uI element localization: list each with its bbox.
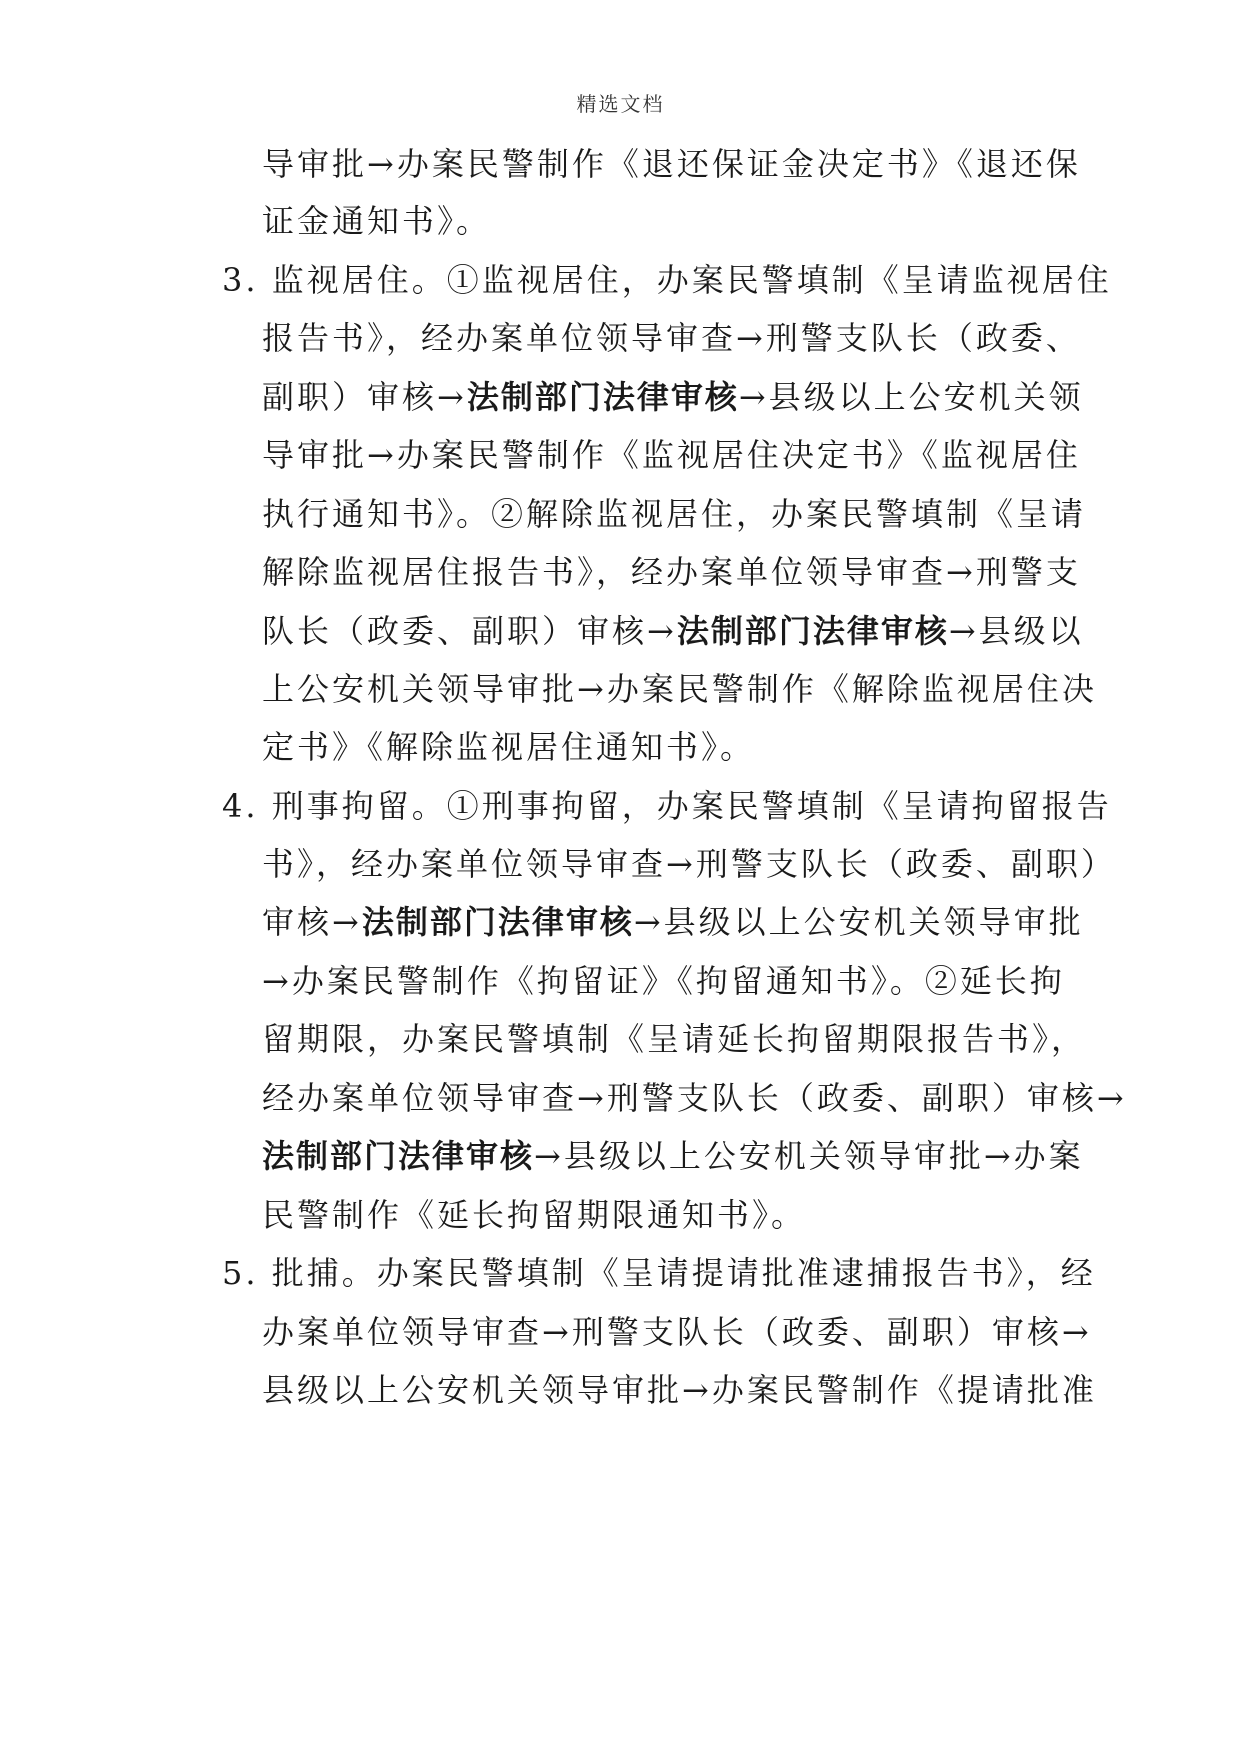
text-segment: 执行通知书》。②解除监视居住，办案民警填制《呈请 xyxy=(262,495,1087,533)
text-line xyxy=(262,552,1081,592)
text-segment: →县级以 xyxy=(948,612,1084,650)
text-segment: 3. 监视居住。①监视居住，办案民警填制《呈请监视居住 xyxy=(222,261,1112,299)
text-segment: →办案民警制作《拘留证》《拘留通知书》。②延长拘 xyxy=(262,962,1065,1000)
text-line xyxy=(262,1195,806,1235)
text-line xyxy=(262,1136,1084,1176)
text-segment: 5. 批捕。办案民警填制《呈请提请批准逮捕报告书》，经 xyxy=(222,1254,1096,1292)
text-segment: →县级以上公安机关领导审批 xyxy=(633,903,1084,941)
page-header: 精选文档 xyxy=(576,92,665,116)
text-line xyxy=(262,1370,1097,1410)
text-segment: 证金通知书》。 xyxy=(262,202,492,240)
text-line xyxy=(262,1019,1086,1059)
text-segment: 副职）审核→ xyxy=(262,378,467,416)
text-line xyxy=(262,611,1084,651)
text-line xyxy=(262,844,1116,884)
text-segment: →县级以上公安机关领导审批→办案 xyxy=(534,1137,1084,1175)
text-segment: 上公安机关领导审批→办案民警制作《解除监视居住决 xyxy=(262,670,1097,708)
text-segment: 导审批→办案民警制作《退还保证金决定书》《退还保 xyxy=(262,145,1081,183)
text-segment: 民警制作《延长拘留期限通知书》。 xyxy=(262,1196,807,1234)
text-segment: 报告书》，经办案单位领导审查→刑警支队长（政委、 xyxy=(262,319,1081,357)
text-line xyxy=(262,318,1081,358)
text-line xyxy=(262,961,1065,1001)
text-segment: 队长（政委、副职）审核→ xyxy=(262,612,677,650)
text-line xyxy=(262,435,1081,475)
text-segment: 留期限，办案民警填制《呈请延长拘留期限报告书》， xyxy=(262,1020,1087,1058)
bold-text: 法制部门法律审核 xyxy=(361,903,634,941)
text-segment: 书》，经办案单位领导审查→刑警支队长（政委、副职） xyxy=(262,845,1116,883)
text-segment: 经办案单位领导审查→刑警支队长（政委、副职）审核→ xyxy=(262,1079,1127,1117)
list-item-3 xyxy=(222,260,1112,300)
text-line xyxy=(262,144,1081,184)
text-segment: 审核→ xyxy=(262,903,362,941)
text-line xyxy=(262,494,1086,534)
bold-text: 法制部门法律审核 xyxy=(676,612,949,650)
text-line xyxy=(262,1312,1092,1352)
list-item-4 xyxy=(222,786,1112,826)
text-line xyxy=(262,727,755,767)
bold-text: 法制部门法律审核 xyxy=(262,1137,535,1175)
text-line xyxy=(262,902,1084,942)
bold-text: 法制部门法律审核 xyxy=(466,378,739,416)
text-segment: 办案单位领导审查→刑警支队长（政委、副职）审核→ xyxy=(262,1313,1092,1351)
list-item-5 xyxy=(222,1253,1096,1293)
text-segment: 解除监视居住报告书》，经办案单位领导审查→刑警支 xyxy=(262,553,1081,591)
text-line xyxy=(262,1078,1127,1118)
text-segment: 定书》《解除监视居住通知书》。 xyxy=(262,728,756,766)
text-line xyxy=(262,377,1084,417)
text-line xyxy=(262,201,491,241)
text-segment: 导审批→办案民警制作《监视居住决定书》《监视居住 xyxy=(262,436,1081,474)
text-segment: 4. 刑事拘留。①刑事拘留，办案民警填制《呈请拘留报告 xyxy=(222,787,1112,825)
text-segment: →县级以上公安机关领 xyxy=(738,378,1084,416)
text-line xyxy=(262,669,1097,709)
text-segment: 县级以上公安机关领导审批→办案民警制作《提请批准 xyxy=(262,1371,1097,1409)
